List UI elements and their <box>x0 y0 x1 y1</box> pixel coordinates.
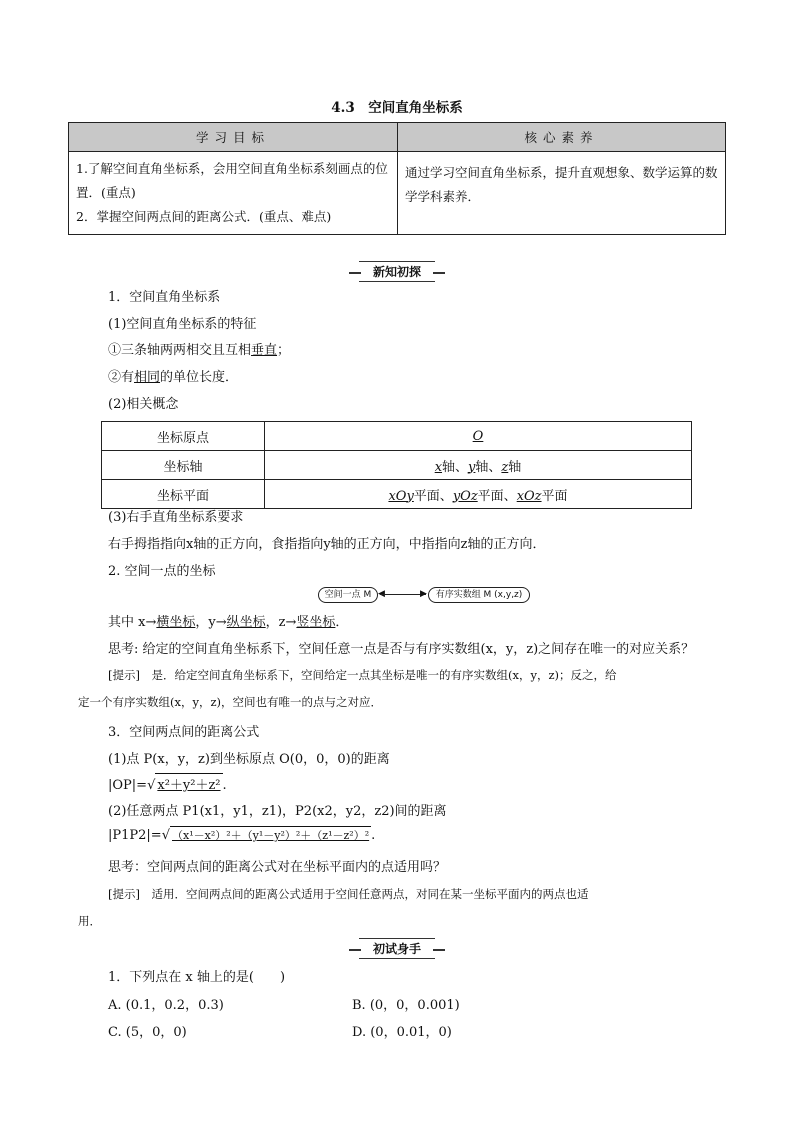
section-badge-try: 初试身手 <box>0 938 794 959</box>
core-literacy-text: 通过学习空间直角坐标系，提升直观想象、数学运算的数学学科素养． <box>405 165 718 204</box>
objective-2: 2．掌握空间两点间的距离公式．(重点、难点) <box>76 209 332 224</box>
arrow-left-icon: ◀ <box>378 589 385 599</box>
q1-option-b: B. (0，0，0.001) <box>352 998 460 1013</box>
q1-option-c: C. (5，0，0) <box>108 1025 187 1040</box>
s3-hint-line1: [提示] 适用．空间两点间的距离公式适用于空间任意两点，对同在某一坐标平面内的两点也适 <box>108 887 589 901</box>
objectives-left-cell <box>69 152 398 235</box>
objectives-header-right: 核心素养 <box>398 123 726 152</box>
s1-right-hand-rule: 右手拇指指向x轴的正方向，食指指向y轴的正方向，中指指向z轴的正方向． <box>108 537 546 552</box>
s1-sub2: (2)相关概念 <box>108 397 179 412</box>
s2-think: 思考: 给定的空间直角坐标系下，空间任意一点是否与有序实数组(x，y，z)之间存在唯一的对应关系？ <box>108 642 695 657</box>
s3-sub2: (2)任意两点 P1(x1，y1，z1)，P2(x2，y2，z2)间的距离 <box>108 804 447 819</box>
concept-row-origin <box>102 422 692 451</box>
objectives-right-cell <box>398 152 726 235</box>
concept-value: xOy平面、yOz平面、xOz平面 <box>265 480 692 509</box>
s3-heading: 3．空间两点间的距离公式 <box>108 725 260 740</box>
s2-coordinate-names: 其中 x→横坐标，y→纵坐标，z→竖坐标． <box>108 615 349 630</box>
s1-heading: 1．空间直角坐标系 <box>108 290 221 305</box>
s1-sub1: (1)空间直角坐标系的特征 <box>108 317 257 332</box>
concept-key: 坐标原点 <box>102 422 265 451</box>
s1-item2: ②有相同的单位长度． <box>108 370 239 385</box>
concept-row-planes <box>102 480 692 509</box>
s3-formula2: |P1P2|=√ （x¹－x²）²＋（y¹－y²）²＋（z¹－z²）² . <box>108 828 376 843</box>
s3-think: 思考：空间两点间的距离公式对在坐标平面内的点适用吗？ <box>108 860 447 875</box>
objective-1: 1.了解空间直角坐标系，会用空间直角坐标系刻画点的位置．(重点) <box>76 161 388 200</box>
page-title: 4.3 空间直角坐标系 <box>331 100 463 116</box>
concept-key: 坐标平面 <box>102 480 265 509</box>
q1-option-d: D. (0，0.01，0) <box>352 1025 452 1040</box>
flow-box-tuple: 有序实数组 M (x,y,z) <box>428 587 530 603</box>
concept-key: 坐标轴 <box>102 451 265 480</box>
objectives-header-left: 学习目标 <box>69 123 398 152</box>
concept-value: x轴、y轴、z轴 <box>265 451 692 480</box>
s3-hint-line2: 用． <box>78 914 101 928</box>
s1-sub3: (3)右手直角坐标系要求 <box>108 510 244 525</box>
arrow-right-icon: ▶ <box>420 589 427 599</box>
q1-option-a: A. (0.1，0.2，0.3) <box>108 998 224 1013</box>
sqrt-icon: √ <box>147 778 156 793</box>
concept-value: O <box>265 422 692 451</box>
concept-table <box>101 421 692 509</box>
flow-box-point: 空间一点 M <box>318 587 378 603</box>
s3-sub1: (1)点 P(x，y，z)到坐标原点 O(0，0，0)的距离 <box>108 752 390 767</box>
s1-item1: ①三条轴两两相交且互相垂直； <box>108 343 291 358</box>
section-badge-new-knowledge: 新知初探 <box>0 261 794 282</box>
s2-hint-line2: 定一个有序实数组(x，y，z)，空间也有唯一的点与之对应． <box>78 695 383 709</box>
s2-heading: 2. 空间一点的坐标 <box>108 564 216 579</box>
concept-row-axes <box>102 451 692 480</box>
s3-formula1: |OP|=√ x²＋y²＋z² . <box>108 773 227 793</box>
q1-stem: 1．下列点在 x 轴上的是( ) <box>108 970 286 985</box>
sqrt-icon: √ <box>161 828 170 843</box>
s2-hint-line1: [提示] 是．给定空间直角坐标系下，空间给定一点其坐标是唯一的有序实数组(x，y，z)；反之，给 <box>108 668 617 682</box>
objectives-table <box>68 122 726 235</box>
